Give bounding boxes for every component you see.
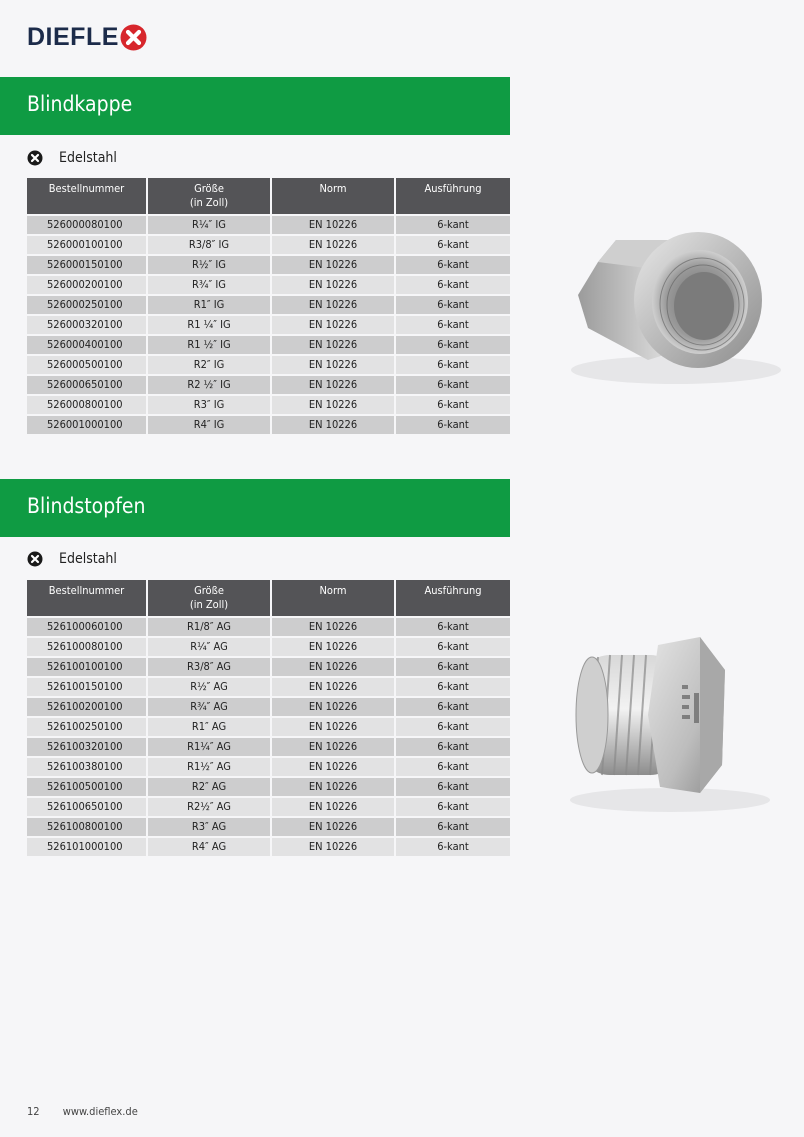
cell-norm: EN 10226 (272, 636, 396, 656)
cell-norm: EN 10226 (272, 716, 396, 736)
cell-norm: EN 10226 (272, 314, 396, 334)
cell-bestellnummer: 526000250100 (27, 294, 148, 314)
cell-groesse: R¾″ AG (148, 696, 272, 716)
logo-text: DIEFLE (27, 22, 119, 51)
table-row (27, 636, 510, 656)
table-row (27, 736, 510, 756)
product-table-blindkappe (27, 178, 510, 434)
x-circle-icon (27, 551, 43, 567)
cell-norm: EN 10226 (272, 836, 396, 856)
cell-groesse: R1″ IG (148, 294, 272, 314)
col-header-bestellnummer: Bestellnummer (27, 580, 148, 616)
product-image-blindstopfen (540, 615, 804, 835)
cell-ausfuehrung: 6-kant (396, 394, 510, 414)
cell-norm: EN 10226 (272, 816, 396, 836)
cell-norm: EN 10226 (272, 354, 396, 374)
cell-groesse: R1″ AG (148, 716, 272, 736)
cell-groesse: R2 ½″ IG (148, 374, 272, 394)
col-header-norm: Norm (272, 178, 396, 214)
material-text: Edelstahl (59, 551, 117, 567)
cell-groesse: R1 ¼″ IG (148, 314, 272, 334)
cell-norm: EN 10226 (272, 274, 396, 294)
cell-norm: EN 10226 (272, 616, 396, 636)
cell-ausfuehrung: 6-kant (396, 616, 510, 636)
cell-norm: EN 10226 (272, 334, 396, 354)
table-row (27, 776, 510, 796)
table-row (27, 374, 510, 394)
table-row (27, 254, 510, 274)
cell-bestellnummer: 526100380100 (27, 756, 148, 776)
cell-norm: EN 10226 (272, 254, 396, 274)
section-header-blindkappe (0, 77, 510, 135)
table-header-row (27, 580, 510, 616)
cell-groesse: R4″ IG (148, 414, 272, 434)
cell-groesse: R3″ AG (148, 816, 272, 836)
col-header-groesse (148, 178, 272, 214)
table-row (27, 756, 510, 776)
cell-ausfuehrung: 6-kant (396, 214, 510, 234)
col-header-groesse-text: Größe (in Zoll) (189, 182, 229, 209)
cell-norm: EN 10226 (272, 394, 396, 414)
cell-groesse: R¼″ AG (148, 636, 272, 656)
cell-bestellnummer: 526100100100 (27, 656, 148, 676)
cell-norm: EN 10226 (272, 374, 396, 394)
cell-bestellnummer: 526000500100 (27, 354, 148, 374)
page-number: 12 (27, 1105, 40, 1118)
cell-groesse: R1¼″ AG (148, 736, 272, 756)
col-header-ausfuehrung: Ausführung (396, 580, 510, 616)
col-header-groesse (148, 580, 272, 616)
cell-ausfuehrung: 6-kant (396, 736, 510, 756)
material-label-blindkappe (27, 148, 117, 168)
cell-groesse: R3″ IG (148, 394, 272, 414)
cell-ausfuehrung: 6-kant (396, 274, 510, 294)
section-title: Blindkappe (27, 92, 133, 116)
x-badge-icon (120, 24, 147, 51)
cell-groesse: R3/8″ AG (148, 656, 272, 676)
section-title: Blindstopfen (27, 494, 146, 518)
cell-ausfuehrung: 6-kant (396, 816, 510, 836)
cell-norm: EN 10226 (272, 736, 396, 756)
cell-bestellnummer: 526000800100 (27, 394, 148, 414)
cell-bestellnummer: 526100080100 (27, 636, 148, 656)
col-header-norm: Norm (272, 580, 396, 616)
cell-ausfuehrung: 6-kant (396, 254, 510, 274)
cell-groesse: R2″ IG (148, 354, 272, 374)
cell-bestellnummer: 526100200100 (27, 696, 148, 716)
col-header-ausfuehrung: Ausführung (396, 178, 510, 214)
cell-ausfuehrung: 6-kant (396, 796, 510, 816)
cell-bestellnummer: 526101000100 (27, 836, 148, 856)
cell-groesse: R1½″ AG (148, 756, 272, 776)
cell-bestellnummer: 526100060100 (27, 616, 148, 636)
cell-ausfuehrung: 6-kant (396, 294, 510, 314)
cell-norm: EN 10226 (272, 656, 396, 676)
cell-bestellnummer: 526000200100 (27, 274, 148, 294)
cell-ausfuehrung: 6-kant (396, 836, 510, 856)
cell-bestellnummer: 526000400100 (27, 334, 148, 354)
table-row (27, 836, 510, 856)
cell-groesse: R3/8″ IG (148, 234, 272, 254)
brand-logo (27, 22, 147, 52)
cell-bestellnummer: 526001000100 (27, 414, 148, 434)
table-row (27, 796, 510, 816)
cell-ausfuehrung: 6-kant (396, 636, 510, 656)
col-header-bestellnummer: Bestellnummer (27, 178, 148, 214)
cell-groesse: R½″ AG (148, 676, 272, 696)
cell-norm: EN 10226 (272, 414, 396, 434)
material-label-blindstopfen (27, 549, 117, 569)
cell-groesse: R1/8″ AG (148, 616, 272, 636)
cell-norm: EN 10226 (272, 234, 396, 254)
cell-ausfuehrung: 6-kant (396, 656, 510, 676)
cell-ausfuehrung: 6-kant (396, 756, 510, 776)
table-row (27, 676, 510, 696)
table-row (27, 234, 510, 254)
cell-bestellnummer: 526000080100 (27, 214, 148, 234)
cell-groesse: R2″ AG (148, 776, 272, 796)
cell-groesse: R½″ IG (148, 254, 272, 274)
product-table-blindstopfen (27, 580, 510, 856)
table-row (27, 394, 510, 414)
cell-ausfuehrung: 6-kant (396, 374, 510, 394)
cell-groesse: R4″ AG (148, 836, 272, 856)
cell-ausfuehrung: 6-kant (396, 234, 510, 254)
table-row (27, 334, 510, 354)
table-row (27, 716, 510, 736)
cell-bestellnummer: 526100320100 (27, 736, 148, 756)
table-row (27, 314, 510, 334)
col-header-groesse-text: Größe (in Zoll) (189, 584, 229, 611)
cell-groesse: R2½″ AG (148, 796, 272, 816)
table-row (27, 294, 510, 314)
table-header-row (27, 178, 510, 214)
cell-bestellnummer: 526100500100 (27, 776, 148, 796)
cell-ausfuehrung: 6-kant (396, 314, 510, 334)
table-row (27, 354, 510, 374)
table-row (27, 274, 510, 294)
cell-norm: EN 10226 (272, 696, 396, 716)
cell-ausfuehrung: 6-kant (396, 716, 510, 736)
cell-bestellnummer: 526000100100 (27, 234, 148, 254)
cell-ausfuehrung: 6-kant (396, 696, 510, 716)
cell-ausfuehrung: 6-kant (396, 414, 510, 434)
product-image-blindkappe (528, 200, 804, 415)
table-row (27, 414, 510, 434)
cell-ausfuehrung: 6-kant (396, 334, 510, 354)
cell-norm: EN 10226 (272, 294, 396, 314)
cell-bestellnummer: 526100150100 (27, 676, 148, 696)
table-row (27, 616, 510, 636)
cell-norm: EN 10226 (272, 796, 396, 816)
cell-bestellnummer: 526100800100 (27, 816, 148, 836)
cell-norm: EN 10226 (272, 776, 396, 796)
cell-norm: EN 10226 (272, 676, 396, 696)
cell-bestellnummer: 526100250100 (27, 716, 148, 736)
footer-url: www.dieflex.de (62, 1105, 138, 1118)
cell-ausfuehrung: 6-kant (396, 354, 510, 374)
cell-norm: EN 10226 (272, 756, 396, 776)
cell-bestellnummer: 526100650100 (27, 796, 148, 816)
cell-groesse: R1 ½″ IG (148, 334, 272, 354)
cell-bestellnummer: 526000150100 (27, 254, 148, 274)
cell-groesse: R¾″ IG (148, 274, 272, 294)
table-row (27, 696, 510, 716)
x-circle-icon (27, 150, 43, 166)
page-footer (27, 1105, 138, 1118)
table-row (27, 656, 510, 676)
cell-ausfuehrung: 6-kant (396, 776, 510, 796)
cell-ausfuehrung: 6-kant (396, 676, 510, 696)
cell-norm: EN 10226 (272, 214, 396, 234)
cell-bestellnummer: 526000320100 (27, 314, 148, 334)
cell-bestellnummer: 526000650100 (27, 374, 148, 394)
section-header-blindstopfen (0, 479, 510, 537)
table-row (27, 214, 510, 234)
material-text: Edelstahl (59, 150, 117, 166)
cell-groesse: R¼″ IG (148, 214, 272, 234)
table-row (27, 816, 510, 836)
